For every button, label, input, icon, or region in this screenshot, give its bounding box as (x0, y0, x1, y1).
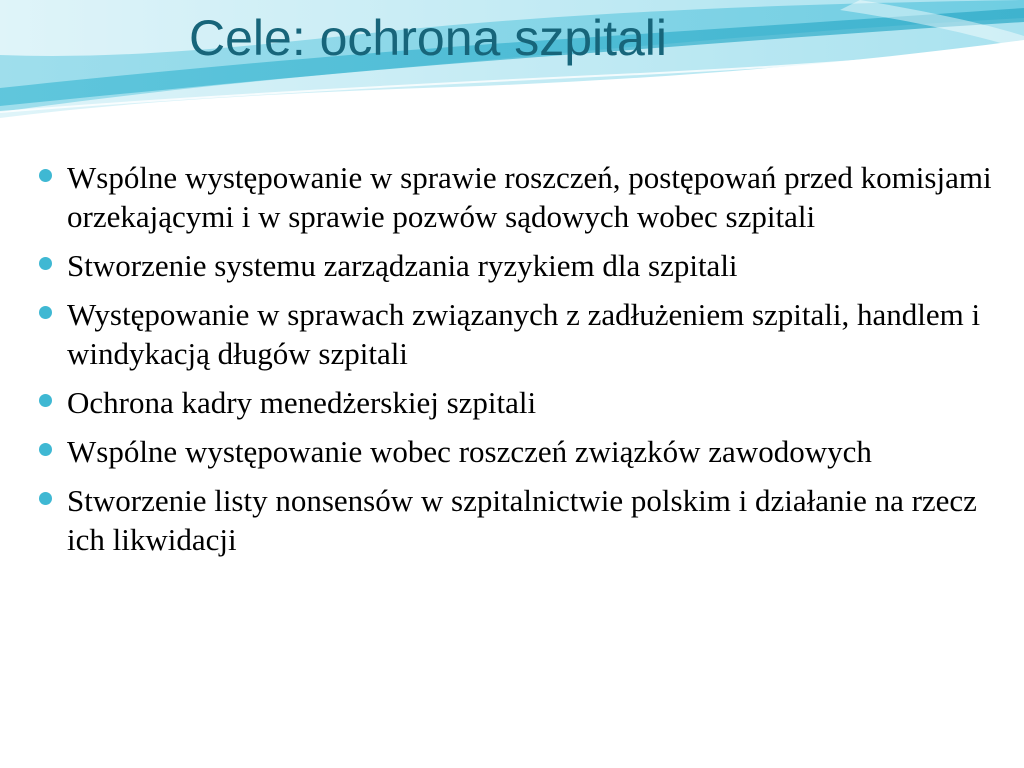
bullet-dot-icon (39, 443, 52, 456)
bullet-text-6: Stworzenie listy nonsensów w szpitalnictwie polskim i działanie na rzecz ich likwidacji (67, 483, 977, 557)
bullet-text-4: Ochrona kadry menedżerskiej szpitali (67, 385, 537, 420)
bullet-dot-icon (39, 306, 52, 319)
bullet-dot-icon (39, 169, 52, 182)
bullet-item-6 (38, 481, 998, 559)
bullet-text-3: Występowanie w sprawach związanych z zadłużeniem szpitali, handlem i windykacją długów szpitali (67, 297, 981, 371)
bullet-list (38, 158, 998, 569)
bullet-text-2: Stworzenie systemu zarządzania ryzykiem dla szpitali (67, 248, 738, 283)
bullet-dot-icon (39, 492, 52, 505)
bullet-item-5 (38, 432, 998, 471)
bullet-item-2 (38, 246, 998, 285)
bullet-item-1 (38, 158, 998, 236)
bullet-item-4 (38, 383, 998, 422)
bullet-dot-icon (39, 257, 52, 270)
bullet-text-1: Wspólne występowanie w sprawie roszczeń, postępowań przed komisjami orzekającymi i w sprawie pozwów sądowych wobec szpitali (67, 160, 992, 234)
bullet-dot-icon (39, 394, 52, 407)
bullet-text-5: Wspólne występowanie wobec roszczeń związków zawodowych (67, 434, 872, 469)
bullet-item-3 (38, 295, 998, 373)
slide-title: Cele: ochrona szpitali (189, 10, 668, 66)
